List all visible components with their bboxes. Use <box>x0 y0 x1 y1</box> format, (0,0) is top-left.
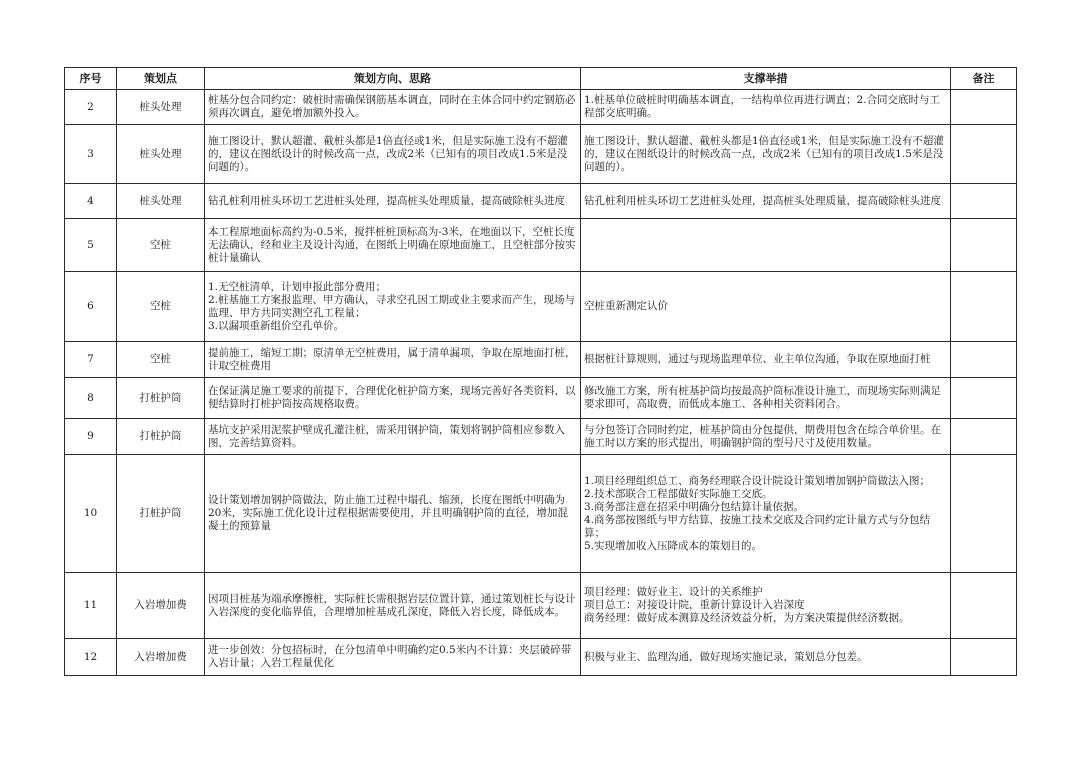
row-direction: 在保证满足施工要求的前提下，合理优化桩护筒方案，现场完善好各类资料，以便结算时打桩护筒按高规格取费。 <box>205 378 581 419</box>
row-point: 入岩增加费 <box>117 639 205 676</box>
row-index: 11 <box>65 573 117 639</box>
row-measure: 根据桩计算规则，通过与现场监理单位、业主单位沟通，争取在原地面打桩 <box>581 342 951 378</box>
row-point: 空桩 <box>117 272 205 342</box>
row-note <box>951 125 1017 184</box>
row-note <box>951 184 1017 219</box>
row-index: 6 <box>65 272 117 342</box>
table-row <box>65 639 1017 676</box>
row-note <box>951 342 1017 378</box>
table-row <box>65 455 1017 573</box>
strategy-table <box>64 67 1017 676</box>
row-point: 空桩 <box>117 219 205 272</box>
table-row <box>65 342 1017 378</box>
row-point: 打桩护筒 <box>117 378 205 419</box>
row-direction: 提前施工，缩短工期；原清单无空桩费用，属于清单漏项，争取在原地面打桩，计取空桩费用 <box>205 342 581 378</box>
table-row <box>65 573 1017 639</box>
table-row <box>65 419 1017 455</box>
row-measure: 施工图设计，默认超灌、截桩头都是1倍直径或1米，但是实际施工没有不超灌的，建议在图纸设计的时候改高一点，改成2米（已知有的项目改成1.5米是没问题的）。 <box>581 125 951 184</box>
row-index: 12 <box>65 639 117 676</box>
table-row <box>65 219 1017 272</box>
row-measure: 钻孔桩利用桩头环切工艺进桩头处理，提高桩头处理质量，提高破除桩头进度 <box>581 184 951 219</box>
row-index: 9 <box>65 419 117 455</box>
row-point: 打桩护筒 <box>117 419 205 455</box>
row-measure: 项目经理：做好业主、设计的关系维护 项目总工：对接设计院，重新计算设计入岩深度 商务经理：做好成本测算及经济效益分析，为方案决策提供经济数据。 <box>581 573 951 639</box>
table-row <box>65 184 1017 219</box>
row-point: 打桩护筒 <box>117 455 205 573</box>
header-index: 序号 <box>65 68 117 90</box>
row-direction: 基坑支护采用泥浆护壁成孔灌注桩，需采用钢护筒，策划将钢护筒相应参数入图，完善结算资料。 <box>205 419 581 455</box>
row-note <box>951 272 1017 342</box>
row-index: 2 <box>65 90 117 125</box>
row-note <box>951 455 1017 573</box>
row-point: 桩头处理 <box>117 125 205 184</box>
header-direction: 策划方向、思路 <box>205 68 581 90</box>
row-direction: 设计策划增加钢护筒做法，防止施工过程中塌孔、缩颈，长度在图纸中明确为20米，实际施工优化设计过程根据需要使用，并且明确钢护筒的直径，增加混凝土的预算量 <box>205 455 581 573</box>
row-index: 10 <box>65 455 117 573</box>
header-measure: 支撑举措 <box>581 68 951 90</box>
row-note <box>951 419 1017 455</box>
row-note <box>951 378 1017 419</box>
row-measure: 空桩重新测定认价 <box>581 272 951 342</box>
row-point: 桩头处理 <box>117 184 205 219</box>
row-measure: 1.桩基单位破桩时明确基本调直，一结构单位再进行调直；2.合同交底时与工程部交底明确。 <box>581 90 951 125</box>
row-measure <box>581 219 951 272</box>
row-index: 7 <box>65 342 117 378</box>
row-direction: 钻孔桩利用桩头环切工艺进桩头处理，提高桩头处理质量，提高破除桩头进度 <box>205 184 581 219</box>
row-measure: 与分包签订合同时约定，桩基护筒由分包提供，期费用包含在综合单价里。在施工时以方案的形式提出，明确钢护筒的型号尺寸及使用数量。 <box>581 419 951 455</box>
row-measure: 1.项目经理组织总工、商务经理联合设计院设计策划增加钢护筒做法入图； 2.技术部联合工程部做好实际施工交底。 3.商务部注意在招采中明确分包结算计量依据。 4.商务部按图纸与甲方结算，按施工技术交底及合同约定计量方式与分包结算； 5.实现增加收入压降成本的策划目的。 <box>581 455 951 573</box>
row-direction: 1.无空桩清单，计划申报此部分费用； 2.桩基施工方案报监理、甲方确认，寻求空孔因工期或业主要求而产生，现场与监理、甲方共同实测空孔工程量； 3.以漏项重新组价空孔单价。 <box>205 272 581 342</box>
row-note <box>951 90 1017 125</box>
row-direction: 因项目桩基为端承摩擦桩，实际桩长需根据岩层位置计算，通过策划桩长与设计入岩深度的变化临界值，合理增加桩基成孔深度，降低入岩长度，降低成本。 <box>205 573 581 639</box>
row-note <box>951 573 1017 639</box>
row-measure: 修改施工方案，所有桩基护筒均按最高护筒标准设计施工，而现场实际则满足要求即可，高取费，而低成本施工、各种相关资料闭合。 <box>581 378 951 419</box>
table-row <box>65 378 1017 419</box>
row-note <box>951 639 1017 676</box>
row-note <box>951 219 1017 272</box>
table-header-row <box>65 68 1017 90</box>
row-measure: 积极与业主、监理沟通，做好现场实施记录，策划总分包差。 <box>581 639 951 676</box>
row-direction: 本工程原地面标高约为-0.5米，搅拌桩桩顶标高为-3米，在地面以下，空桩长度无法确认，经和业主及设计沟通，在图纸上明确在原地面施工，且空桩部分按实桩计量确认 <box>205 219 581 272</box>
row-direction: 进一步创效：分包招标时，在分包清单中明确约定0.5米内不计算：夹层破碎带入岩计量；入岩工程量优化 <box>205 639 581 676</box>
row-direction: 施工图设计，默认超灌、截桩头都是1倍直径或1米，但是实际施工没有不超灌的，建议在图纸设计的时候改高一点，改成2米（已知有的项目改成1.5米是没问题的）。 <box>205 125 581 184</box>
row-index: 5 <box>65 219 117 272</box>
row-point: 桩头处理 <box>117 90 205 125</box>
table-row <box>65 90 1017 125</box>
row-index: 8 <box>65 378 117 419</box>
header-note: 备注 <box>951 68 1017 90</box>
table-row <box>65 272 1017 342</box>
row-index: 3 <box>65 125 117 184</box>
table-row <box>65 125 1017 184</box>
row-point: 入岩增加费 <box>117 573 205 639</box>
row-index: 4 <box>65 184 117 219</box>
header-point: 策划点 <box>117 68 205 90</box>
row-direction: 桩基分包合同约定：破桩时需确保钢筋基本调直，同时在主体合同中约定钢筋必须再次调直，避免增加额外投入。 <box>205 90 581 125</box>
row-point: 空桩 <box>117 342 205 378</box>
